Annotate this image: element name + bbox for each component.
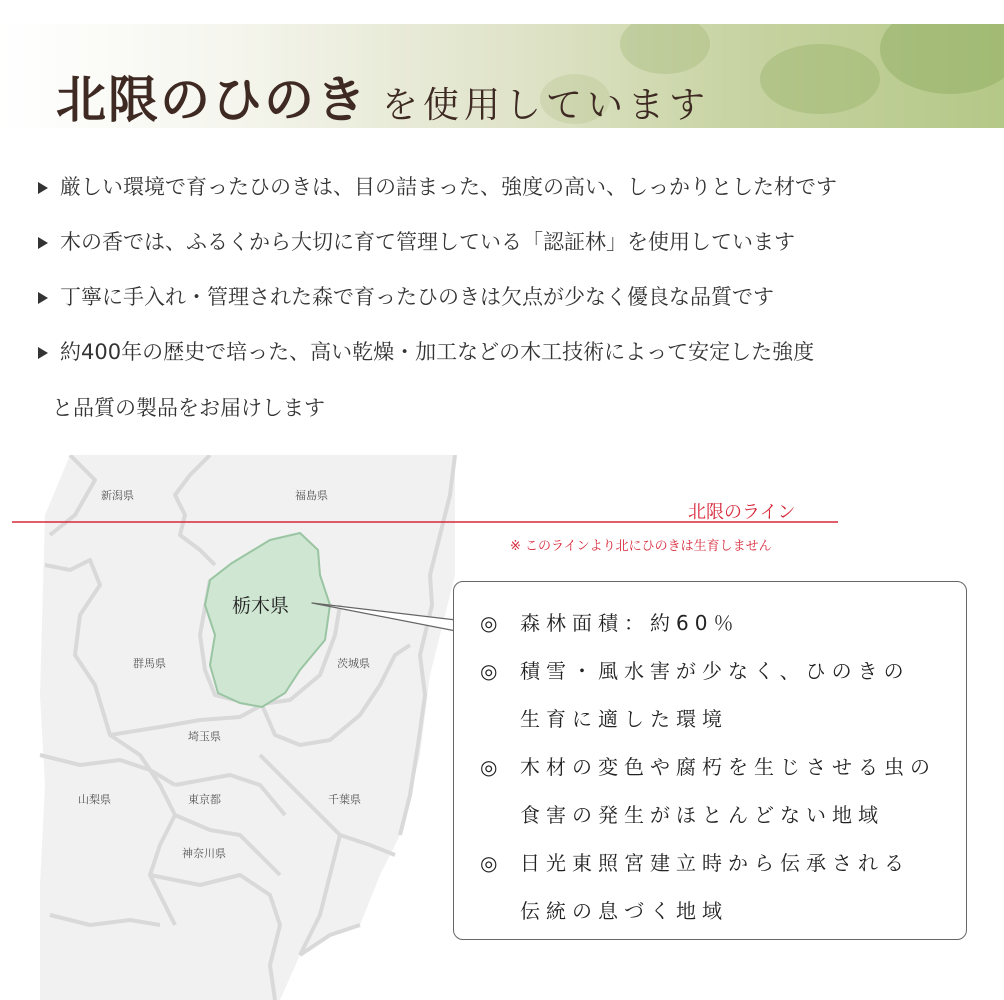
label-gunma: 群馬県: [133, 657, 166, 670]
label-niigata: 新潟県: [101, 489, 134, 502]
list-item-continuation: と品質の製品をお届けします: [52, 396, 325, 420]
forest-leaf-decoration: [880, 24, 1004, 94]
double-circle-icon: ◎: [480, 611, 498, 635]
info-item-continuation: 伝統の息づく地域: [520, 899, 728, 923]
list-item: 丁寧に手入れ・管理された森で育ったひのきは欠点が少なく優良な品質です: [34, 270, 984, 325]
label-saitama: 埼玉県: [188, 730, 221, 743]
info-callout-box: [453, 581, 967, 940]
feature-list: [34, 160, 984, 436]
label-ibaraki: 茨城県: [337, 657, 370, 670]
triangle-bullet-icon: [38, 182, 48, 194]
label-kanagawa: 神奈川県: [182, 847, 226, 860]
double-circle-icon: ◎: [480, 659, 498, 683]
double-circle-icon: ◎: [480, 851, 498, 875]
info-item: ◎ 森林面積：約60％: [480, 611, 740, 635]
triangle-bullet-icon: [38, 292, 48, 304]
north-line-label: 北限のライン: [688, 502, 796, 523]
kanto-map: [0, 455, 1004, 1000]
land-area: [40, 455, 455, 1000]
double-circle-icon: ◎: [480, 755, 498, 779]
title-sub: を使用しています: [382, 85, 711, 126]
title-main: 北限のひのき: [56, 70, 368, 129]
info-item: ◎ 日光東照宮建立時から伝承される: [480, 851, 910, 875]
forest-leaf-decoration: [760, 44, 880, 114]
list-item: 約400年の歴史で培った、高い乾燥・加工などの木工技術によって安定した強度: [34, 325, 984, 380]
triangle-bullet-icon: [38, 237, 48, 249]
label-fukushima: 福島県: [295, 489, 328, 502]
info-item-continuation: 食害の発生がほとんどない地域: [520, 803, 884, 827]
list-item: 木の香では、ふるくから大切に育て管理している「認証林」を使用しています: [34, 215, 984, 270]
label-tokyo: 東京都: [188, 793, 221, 806]
info-item-continuation: 生育に適した環境: [520, 707, 728, 731]
label-chiba: 千葉県: [328, 793, 361, 806]
triangle-bullet-icon: [38, 347, 48, 359]
north-line-note: ※ このラインより北にひのきは生育しません: [510, 539, 772, 554]
page-title: [56, 60, 710, 132]
info-item: ◎ 木材の変色や腐朽を生じさせる虫の: [480, 755, 936, 779]
info-item: ◎ 積雪・風水害が少なく、ひのきの: [480, 659, 910, 683]
label-tochigi: 栃木県: [232, 595, 290, 617]
label-yamanashi: 山梨県: [78, 793, 111, 806]
list-item: 厳しい環境で育ったひのきは、目の詰まった、強度の高い、しっかりとした材です: [34, 160, 984, 215]
